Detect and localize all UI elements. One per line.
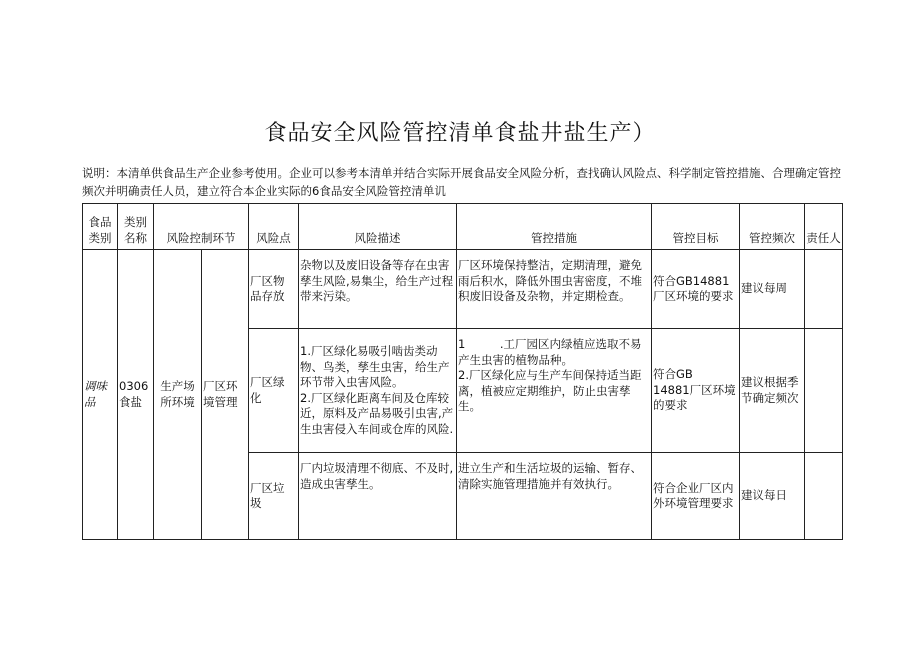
control-target-cell: 符合GB 14881厂区环境的要求 — [652, 329, 740, 453]
risk-description-cell: 1.厂区绿化易吸引啮齿类动物、鸟类，孳生虫害，给生产环节带入虫害风险。 2.厂区绿化距离车间及仓库较近，原料及产品易吸引虫害,产生虫害侵入车间或仓库的风险. — [299, 329, 457, 453]
header-food-category: 食品 类别 — [83, 204, 118, 250]
control-measures-cell: 进立生产和生活垃圾的运输、暂存、清除实施管理措施并有效执行。 — [457, 453, 652, 540]
header-risk-point: 风险点 — [249, 204, 299, 250]
control-target-cell: 符合企业厂区内外环境管理要求 — [652, 453, 740, 540]
page-title: 食品安全风险管控清单食盐井盐生产） — [264, 121, 656, 146]
header-control-measures: 管控措施 — [457, 204, 652, 250]
food-category-cell: 调味品 — [83, 250, 118, 540]
header-category-name: 类别 名称 — [118, 204, 154, 250]
header-risk-description: 风险描述 — [299, 204, 457, 250]
responsible-cell — [805, 453, 843, 540]
risk-description-cell: 杂物以及废旧设备等存在虫害孳生风险,易集尘，给生产过程带来污染。 — [299, 250, 457, 329]
category-name-cell: 0306 食盐 — [118, 250, 154, 540]
risk-point-cell: 厂区绿 化 — [249, 329, 299, 453]
sub-link-cell: 生产场 所环境 — [154, 250, 202, 540]
risk-control-table — [82, 203, 843, 540]
risk-point-cell: 厂区垃 圾 — [249, 453, 299, 540]
table-header-row — [83, 204, 843, 250]
header-control-frequency: 管控频次 — [740, 204, 805, 250]
risk-description-cell: 厂内垃圾清理不彻底、不及时,造成虫害孳生。 — [299, 453, 457, 540]
control-target-cell: 符合GB14881厂区环境的要求 — [652, 250, 740, 329]
control-link-cell: 厂区环 境管理 — [202, 250, 249, 540]
control-frequency-cell: 建议每日 — [740, 453, 805, 540]
control-frequency-cell: 建议根据季节确定频次 — [740, 329, 805, 453]
explanation-note: 说明：本清单供食品生产企业参考使用。企业可以参考本清单并结合实际开展食品安全风险分析，查找确认风险点、科学制定管控措施、合理确定管控频次并明确责任人员，建立符合本企业实际的6食品安全风险管控清单讥 — [82, 166, 841, 198]
control-measures-cell: 厂区环境保持整洁，定期清理，避免雨后积水，降低外围虫害密度，不堆积废旧设备及杂物，并定期检查。 — [457, 250, 652, 329]
header-control-target: 管控目标 — [652, 204, 740, 250]
risk-point-cell: 厂区物 品存放 — [249, 250, 299, 329]
responsible-cell — [805, 329, 843, 453]
header-responsible: 责任人 — [805, 204, 843, 250]
control-frequency-cell: 建议每周 — [740, 250, 805, 329]
responsible-cell — [805, 250, 843, 329]
header-control-link: 风险控制环节 — [154, 204, 249, 250]
control-measures-cell: 1 .工厂园区内绿植应选取不易产生虫害的植物品种。 2.厂区绿化应与生产车间保持适当距离，植被应定期维护，防止虫害孳生。 — [457, 329, 652, 453]
table-row — [83, 250, 843, 329]
